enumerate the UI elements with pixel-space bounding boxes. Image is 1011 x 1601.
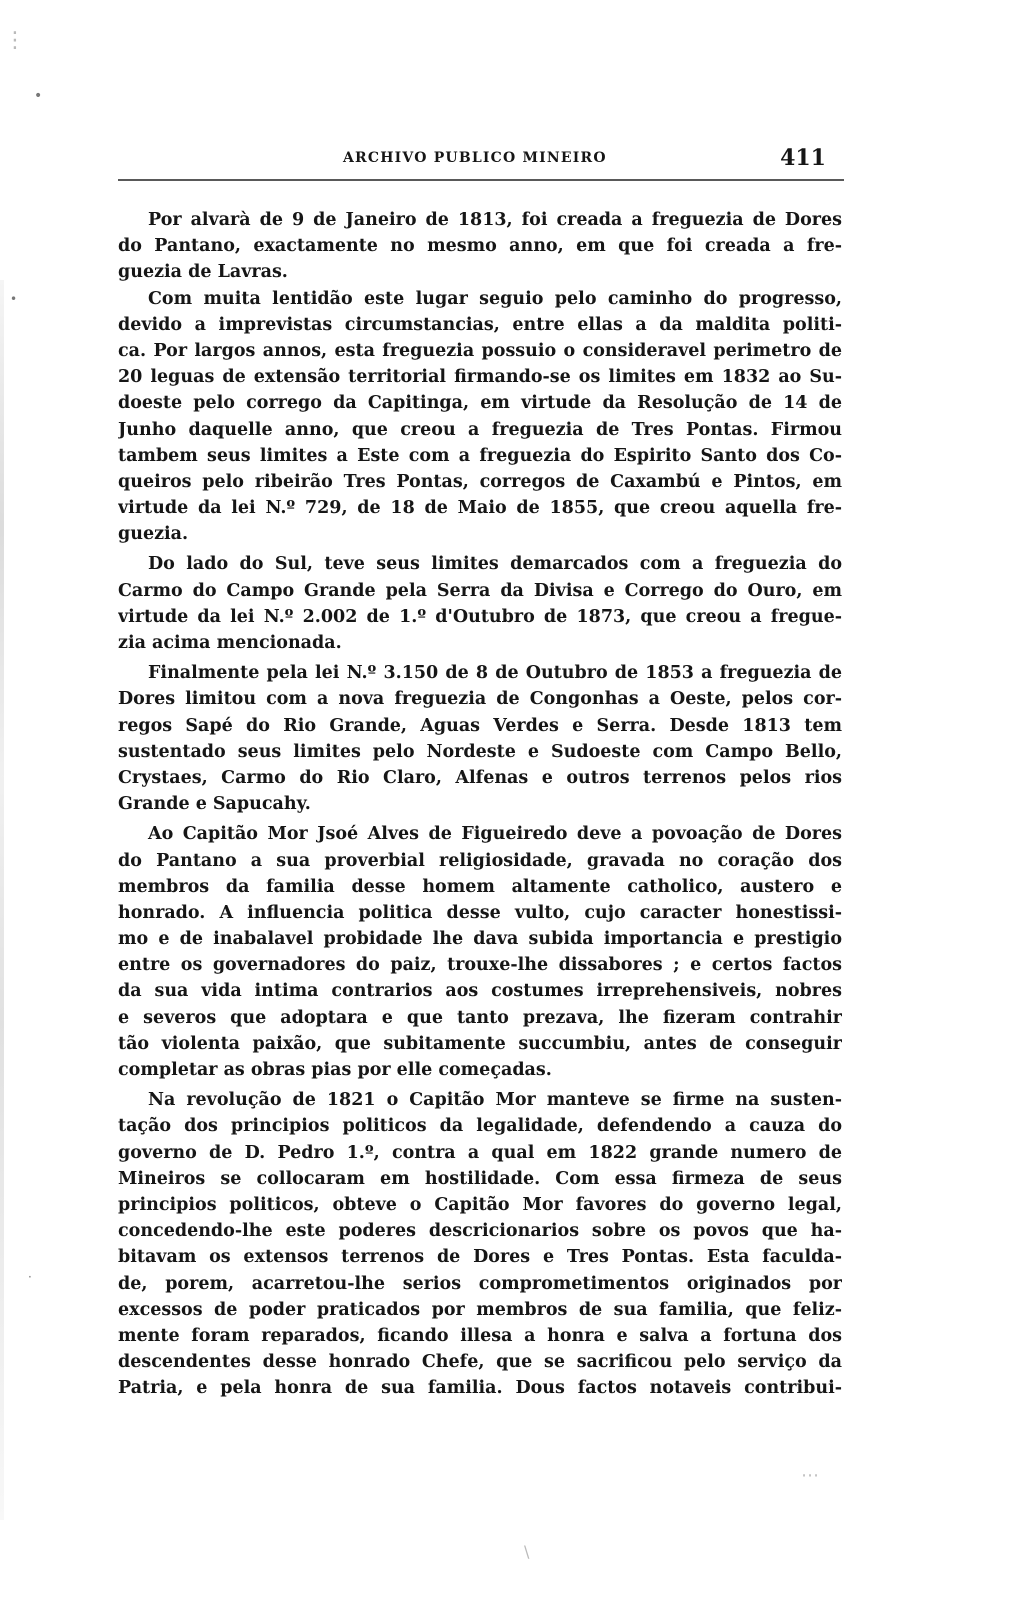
text-line: entre os governadores do paiz, trouxe-lhe dissabores ; e certos factos — [118, 955, 842, 976]
scan-speck: ⋯ — [801, 1465, 819, 1486]
text-line: zia acima mencionada. — [118, 633, 342, 653]
text-line: Ao Capitão Mor Jsoé Alves de Figueiredo deve a povoação de Dores — [148, 824, 842, 845]
text-line: mo e de inabalavel probidade lhe dava subida importancia e prestigio — [118, 929, 842, 950]
text-line: tambem seus limites a Este com a freguezia do Espirito Santo dos Co- — [118, 445, 842, 466]
text-line: Crystaes, Carmo do Rio Claro, Alfenas e outros terrenos pelos rios — [118, 767, 842, 788]
text-line: da sua vida intima contrarios aos costumes irreprehensiveis, nobres — [118, 981, 842, 1002]
text-line: Junho daquelle anno, que creou a freguezia de Tres Pontas. Firmou — [118, 419, 842, 440]
text-line: Dores limitou com a nova freguezia de Congonhas a Oeste, pelos cor- — [118, 689, 842, 710]
text-line: membros da familia desse homem altamente catholico, austero e — [118, 876, 842, 897]
text-line: Na revolução de 1821 o Capitão Mor manteve se firme na susten- — [148, 1090, 842, 1111]
text-line: do Pantano a sua proverbial religiosidade, gravada no coração dos — [118, 850, 842, 871]
text-line: guezia. — [118, 524, 189, 545]
paragraph — [118, 551, 842, 656]
body-text — [118, 207, 842, 1401]
text-line: regos Sapé do Rio Grande, Aguas Verdes e Serra. Desde 1813 tem — [118, 715, 842, 736]
text-line: virtude da lei N.º 729, de 18 de Maio de 1855, que creou aquella fre- — [118, 498, 842, 519]
text-line: honrado. A influencia politica desse vulto, cujo caracter honestissi- — [118, 902, 842, 923]
text-line: Do lado do Sul, teve seus limites demarcados com a freguezia do — [148, 554, 842, 575]
text-line: Mineiros se collocaram em hostilidade. Com essa firmeza de seus — [118, 1168, 842, 1189]
page-number: 411 — [780, 145, 826, 171]
scan-speck: ⋮ — [4, 28, 26, 53]
text-line: Carmo do Campo Grande pela Serra da Divisa e Corrego do Ouro, em — [118, 580, 842, 601]
text-line: Grande e Sapucahy. — [118, 794, 311, 815]
text-line: virtude da lei N.º 2.002 de 1.º d'Outubro de 1873, que creou a fregue- — [118, 606, 842, 627]
text-line: queiros pelo ribeirão Tres Pontas, corregos de Caxambú e Pintos, em — [118, 471, 842, 492]
text-line: guezia de Lavras. — [118, 262, 288, 283]
text-line: Por alvarà de 9 de Janeiro de 1813, foi creada a freguezia de Dores — [148, 210, 842, 230]
paragraph — [118, 207, 842, 286]
text-line: governo de D. Pedro 1.º, contra a qual em 1822 grande numero de — [118, 1142, 842, 1163]
scan-speck: • — [10, 292, 18, 306]
text-line: bitavam os extensos terrenos de Dores e Tres Pontas. Esta faculda- — [118, 1247, 842, 1268]
paragraph — [118, 1087, 842, 1401]
text-line: sustentado seus limites pelo Nordeste e Sudoeste com Campo Bello, — [118, 741, 842, 762]
running-title: ARCHIVO PUBLICO MINEIRO — [343, 150, 607, 166]
paragraph — [118, 660, 842, 817]
scan-speck: · — [28, 1270, 32, 1284]
text-line: de, porem, acarretou-lhe serios comprometimentos originados por — [118, 1273, 842, 1294]
text-line: ca. Por largos annos, esta freguezia possuio o consideravel perimetro de — [118, 340, 842, 361]
scan-speck: \ — [524, 1542, 530, 1561]
text-line: Com muita lentidão este lugar seguio pelo caminho do progresso, — [148, 288, 842, 309]
text-line: Patria, e pela honra de sua familia. Dous factos notaveis contribui- — [118, 1378, 842, 1399]
text-line: concedendo-lhe este poderes descricionarios sobre os povos que ha- — [118, 1221, 842, 1242]
text-line: excessos de poder praticados por membros de sua familia, que feliz- — [118, 1299, 842, 1320]
text-line: completar as obras pias por elle começadas. — [118, 1060, 552, 1080]
text-line: devido a imprevistas circumstancias, entre ellas a da maldita politi- — [118, 314, 842, 335]
text-line: 20 leguas de extensão territorial firmando-se os limites em 1832 ao Su- — [118, 367, 842, 388]
text-line: e severos que adoptara e que tanto prezava, lhe fizeram contrahir — [118, 1007, 842, 1028]
paragraph — [118, 821, 842, 1083]
text-line: tão violenta paixão, que subitamente succumbiu, antes de conseguir — [118, 1033, 842, 1054]
text-line: tação dos principios politicos da legalidade, defendendo a cauza do — [118, 1116, 842, 1137]
text-line: Finalmente pela lei N.º 3.150 de 8 de Outubro de 1853 a freguezia de — [148, 663, 842, 684]
scan-speck: • — [34, 88, 43, 104]
page-edge-shadow — [0, 280, 4, 1520]
header-rule — [118, 179, 844, 181]
text-line: do Pantano, exactamente no mesmo anno, em que foi creada a fre- — [118, 236, 842, 257]
paragraph — [118, 286, 842, 548]
text-line: descendentes desse honrado Chefe, que se sacrificou pelo serviço da — [118, 1352, 842, 1373]
text-line: mente foram reparados, ficando illesa a honra e salva a fortuna dos — [118, 1325, 842, 1346]
text-line: principios politicos, obteve o Capitão Mor favores do governo legal, — [118, 1194, 842, 1215]
page-header — [118, 143, 844, 181]
text-line: doeste pelo corrego da Capitinga, em virtude da Resolução de 14 de — [118, 393, 842, 414]
